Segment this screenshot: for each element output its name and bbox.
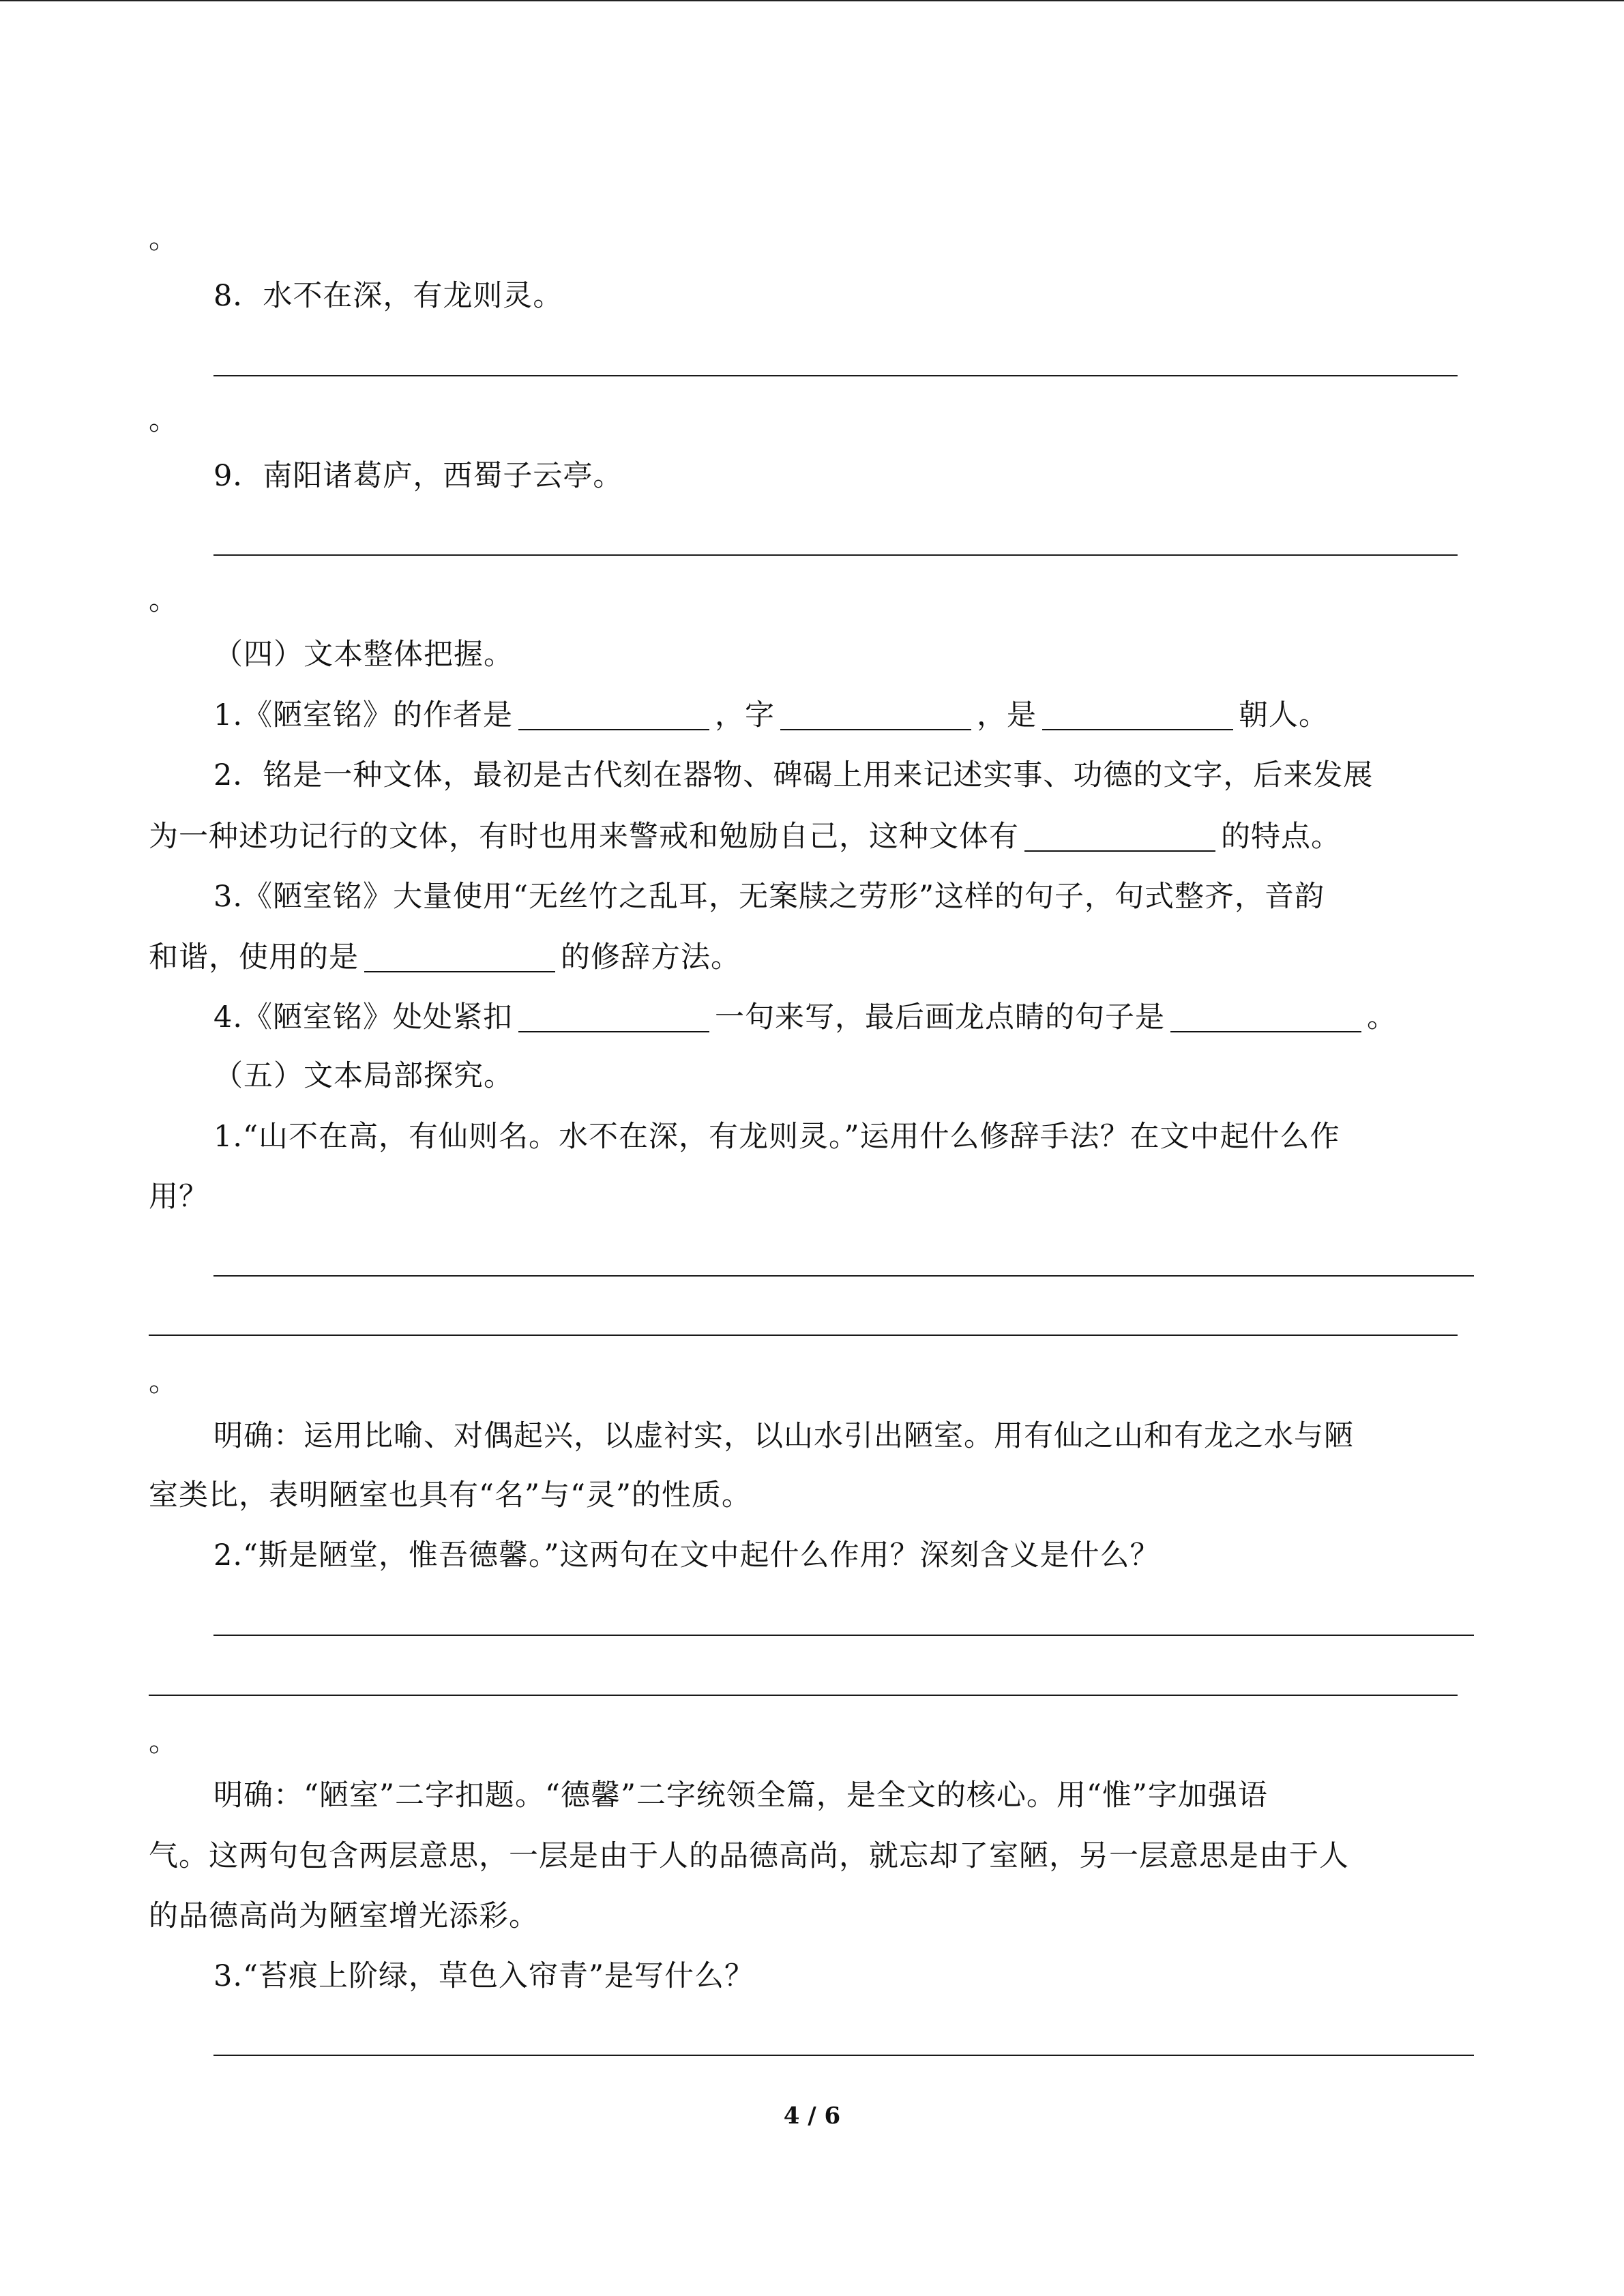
- answer-line[interactable]: [149, 1695, 1458, 1696]
- fill-blank[interactable]: [1042, 729, 1233, 730]
- s4-question-3-line1: 3.《陋室铭》大量使用“无丝竹之乱耳，无案牍之劳形”这样的句子，句式整齐，音韵: [213, 880, 1325, 914]
- s5-answer-2-line1: 明确：“陋室”二字扣题。“德馨”二字统领全篇，是全文的核心。用“惟”字加强语: [213, 1778, 1268, 1813]
- answer-line[interactable]: [149, 1335, 1458, 1336]
- fill-blank[interactable]: [1024, 850, 1215, 852]
- fill-blank[interactable]: [1170, 1031, 1361, 1032]
- period-mark: 。: [149, 1725, 179, 1759]
- fill-blank[interactable]: [364, 971, 555, 972]
- s4-question-3-line2: 和谐，使用的是 的修辞方法。: [149, 940, 741, 974]
- s5-question-2: 2.“斯是陋堂，惟吾德馨。”这两句在文中起什么作用？深刻含义是什么？: [213, 1538, 1160, 1572]
- s5-answer-2-line3: 的品德高尚为陋室增光添彩。: [149, 1899, 539, 1933]
- s5-answer-2-line2: 气。这两句包含两层意思，一层是由于人的品德高尚，就忘却了室陋，另一层意思是由于人: [149, 1839, 1349, 1873]
- s5-question-1-line1: 1.“山不在高，有仙则名。水不在深，有龙则灵。”运用什么修辞手法？在文中起什么作: [213, 1120, 1340, 1154]
- answer-line[interactable]: [213, 1275, 1474, 1277]
- s4-question-4: 4.《陋室铭》处处紧扣 一句来写，最后画龙点睛的句子是 。: [213, 1000, 1398, 1034]
- period-mark: 。: [149, 1365, 179, 1399]
- question-9: 9．南阳诸葛庐，西蜀子云亭。: [213, 459, 623, 493]
- s5-question-1-line2: 用？: [149, 1180, 209, 1214]
- answer-line[interactable]: [213, 554, 1458, 556]
- period-mark: 。: [149, 403, 179, 437]
- fill-blank[interactable]: [780, 729, 971, 730]
- fill-blank[interactable]: [518, 1031, 709, 1032]
- section-heading-5: （五）文本局部探究。: [213, 1059, 514, 1093]
- period-mark: 。: [149, 222, 179, 256]
- s5-answer-1-line2: 室类比，表明陋室也具有“名”与“灵”的性质。: [149, 1478, 752, 1512]
- s4-question-1: 1.《陋室铭》的作者是 ，字 ，是 朝人。: [213, 698, 1329, 732]
- section-heading-4: （四）文本整体把握。: [213, 638, 514, 672]
- question-8: 8．水不在深，有龙则灵。: [213, 279, 563, 313]
- s5-answer-1-line1: 明确：运用比喻、对偶起兴，以虚衬实，以山水引出陋室。用有仙之山和有龙之水与陋: [213, 1419, 1354, 1453]
- answer-line[interactable]: [213, 375, 1458, 376]
- s5-question-3: 3.“苔痕上阶绿，草色入帘青”是写什么？: [213, 1959, 754, 1993]
- page-top-border: [0, 0, 1624, 1]
- answer-line[interactable]: [213, 1635, 1474, 1636]
- page-number: 4 / 6: [783, 2102, 841, 2130]
- s4-question-2-line1: 2．铭是一种文体，最初是古代刻在器物、碑碣上用来记述实事、功德的文字，后来发展: [213, 758, 1374, 792]
- answer-line[interactable]: [213, 2055, 1474, 2056]
- s4-question-2-line2: 为一种述功记行的文体，有时也用来警戒和勉励自己，这种文体有 的特点。: [149, 820, 1341, 854]
- period-mark: 。: [149, 583, 179, 617]
- fill-blank[interactable]: [518, 729, 709, 730]
